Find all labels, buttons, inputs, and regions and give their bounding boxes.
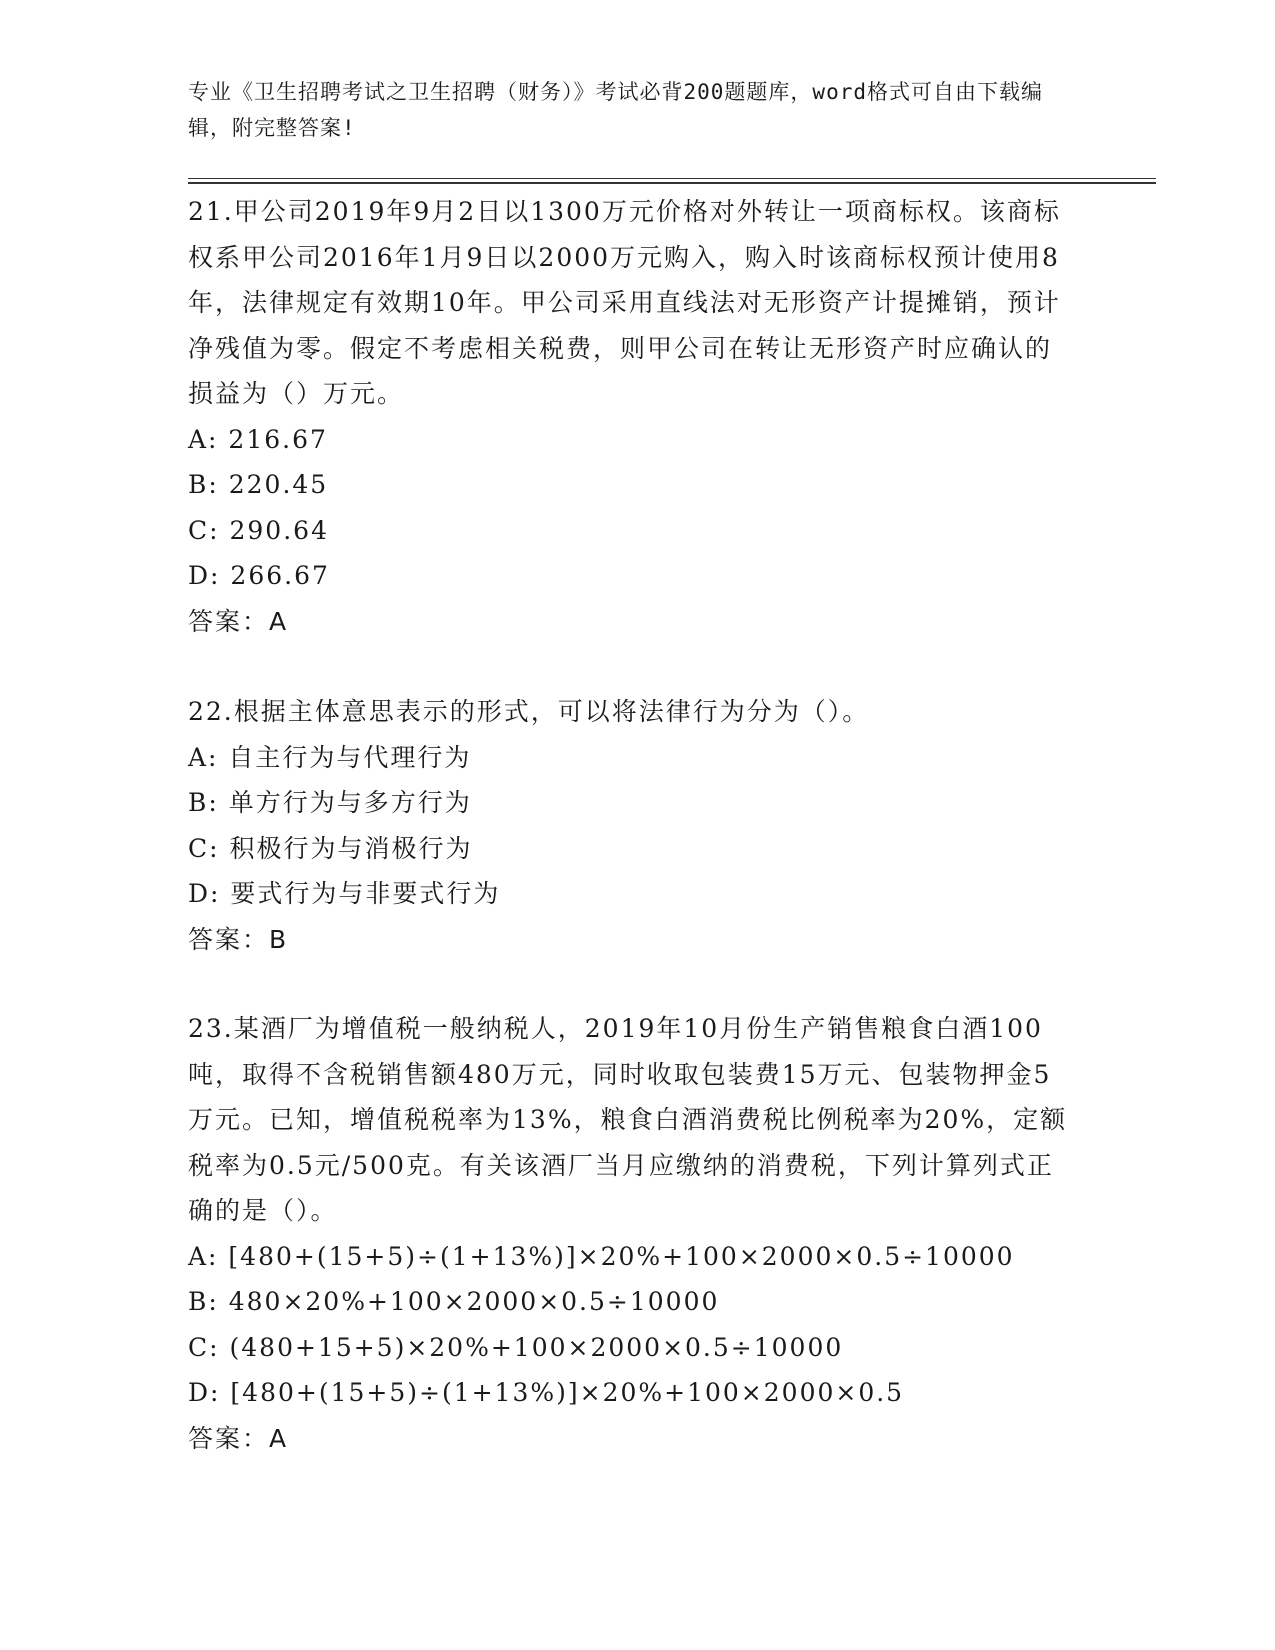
header-divider-thick <box>188 182 1156 184</box>
option-b: B: 单方行为与多方行为 <box>188 788 472 817</box>
option-d: D: 266.67 <box>188 561 330 590</box>
option-c: C: (480+15+5)×20%+100×2000×0.5÷10000 <box>188 1332 844 1362</box>
option-d: D: 要式行为与非要式行为 <box>188 879 501 908</box>
option-b: B: 220.45 <box>188 470 329 499</box>
question-stem: 21.甲公司2019年9月2日以1300万元价格对外转让一项商标权。该商标权系甲公司2016年1月9日以2000万元购入，购入时该商标权预计使用8年，法律规定有效期10年。甲公司采用直线法对无形资产计提摊销，预计净残值为零。假定不考虑相关税费，则甲公司在转让无形资产时应确认的损益为（）万元。 <box>188 197 1061 408</box>
question-23 <box>188 1006 1068 1461</box>
option-a: A: 自主行为与代理行为 <box>188 742 472 772</box>
option-a: A: [480+(15+5)÷(1+13%)]×20%+100×2000×0.5÷10000 <box>188 1241 1015 1271</box>
header-text: 专业《卫生招聘考试之卫生招聘（财务）》考试必背200题题库，word格式可自由下载编辑，附完整答案! <box>188 80 1043 140</box>
question-stem: 23.某酒厂为增值税一般纳税人，2019年10月份生产销售粮食白酒100吨，取得不含税销售额480万元，同时收取包装费15万元、包装物押金5万元。已知，增值税税率为13%，粮食白酒消费税比例税率为20%，定额税率为0.5元/500克。有关该酒厂当月应缴纳的消费税，下列计算列式正确的是（）。 <box>188 1014 1068 1225</box>
header-divider-thin <box>188 178 1156 179</box>
option-c: C: 290.64 <box>188 515 329 545</box>
answer-label: 答案：B <box>188 924 289 954</box>
answer-label: 答案：A <box>188 1423 289 1453</box>
option-d: D: [480+(15+5)÷(1+13%)]×20%+100×2000×0.5 <box>188 1378 905 1407</box>
question-stem: 22.根据主体意思表示的形式，可以将法律行为分为（）。 <box>188 697 870 726</box>
question-21 <box>188 189 1068 644</box>
option-b: B: 480×20%+100×2000×0.5÷10000 <box>188 1287 720 1316</box>
document-header <box>188 74 1068 146</box>
option-a: A: 216.67 <box>188 424 328 454</box>
question-22 <box>188 689 1068 962</box>
option-c: C: 积极行为与消极行为 <box>188 833 473 863</box>
answer-label: 答案：A <box>188 606 289 636</box>
